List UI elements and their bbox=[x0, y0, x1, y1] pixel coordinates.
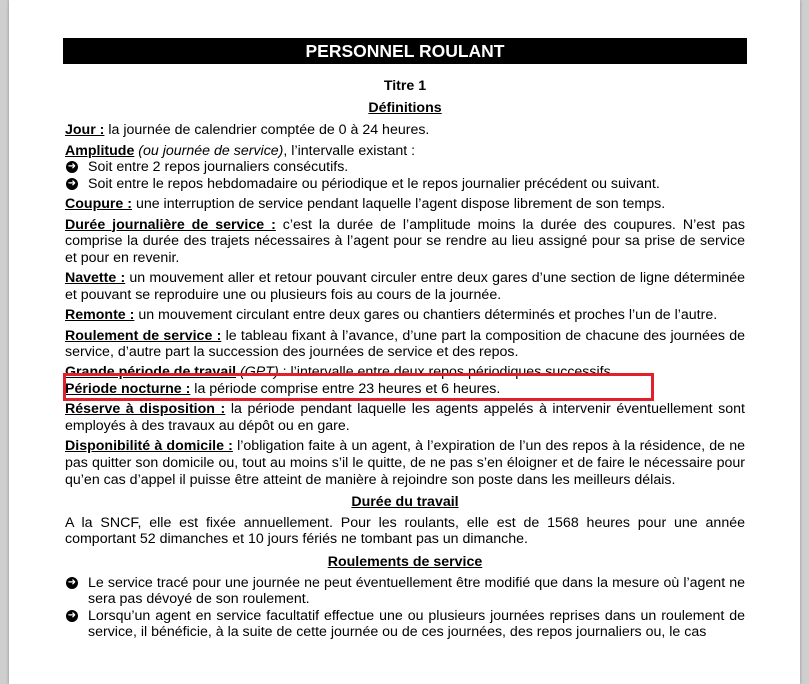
bullet-text: Lorsqu’un agent en service facultatif effectue une ou plusieurs journées reprises dans un roulement de service, il bénéficie, à la suite de cette journée ou de ces journées, des repos journaliers ou, le cas bbox=[88, 607, 745, 641]
def-paren: (ou journée de service) bbox=[134, 142, 284, 159]
def-term: Roulement de service : bbox=[65, 327, 222, 344]
document-page bbox=[9, 0, 800, 684]
def-term: Navette : bbox=[65, 270, 126, 287]
arrow-bullet-icon: ➜ bbox=[67, 161, 77, 173]
def-text: c’est la durée de l’amplitude moins la durée des coupures. N’est pas comprise la durée des trajets nécessaires à l’agent pour se rendre au lieu assigné pour sa prise de service et pour en revenir. bbox=[65, 216, 745, 266]
def-remonte bbox=[65, 307, 745, 324]
arrow-bullet-icon: ➜ bbox=[67, 177, 77, 189]
def-paren: (GPT) bbox=[236, 364, 279, 381]
def-coupure bbox=[65, 196, 745, 213]
def-text: , l’intervalle existant : bbox=[283, 142, 416, 159]
arrow-bullet-icon: ➜ bbox=[67, 609, 77, 621]
def-text: la période pendant laquelle les agents appelés à intervenir éventuellement sont employés à des travaux au dépôt ou en gare. bbox=[65, 401, 745, 435]
def-text: un mouvement aller et retour pouvant circuler entre deux gares d’une section de ligne déterminée et pouvant se reproduire une ou plusieurs fois au cours de la journée. bbox=[65, 270, 745, 303]
definitions-heading: Définitions bbox=[368, 99, 442, 116]
def-reserve bbox=[65, 401, 745, 434]
def-text: : l’intervalle entre deux repos périodiques successifs. bbox=[278, 364, 615, 381]
def-gpt bbox=[65, 364, 745, 381]
def-disponibilite bbox=[65, 438, 745, 488]
def-term: Réserve à disposition : bbox=[65, 401, 226, 418]
def-term: Disponibilité à domicile : bbox=[65, 438, 233, 455]
def-text: un mouvement circulant entre deux gares ou chantiers déterminés et proches l’un de l’autre. bbox=[134, 307, 718, 324]
def-text: une interruption de service pendant laquelle l’agent dispose librement de son temps. bbox=[132, 196, 666, 213]
def-term: Grande période de travail bbox=[65, 364, 237, 381]
def-text: la journée de calendrier comptée de 0 à 24 heures. bbox=[104, 122, 430, 139]
titre-heading: Titre 1 bbox=[383, 78, 427, 94]
document-content bbox=[65, 78, 745, 641]
def-text: la période comprise entre 23 heures et 6 heures. bbox=[190, 381, 501, 398]
def-term: Amplitude bbox=[65, 142, 135, 159]
def-text: le tableau fixant à l’avance, d’une part la composition de chacune des journées de service, d’autre part la succession des journées de service et des repos. bbox=[65, 327, 745, 361]
def-duree-journaliere bbox=[65, 217, 745, 267]
list-item bbox=[65, 176, 745, 193]
banner-title: PERSONNEL ROULANT bbox=[63, 38, 747, 64]
bullet-text: Le service tracé pour une journée ne peut éventuellement être modifié que dans la mesure où l’agent ne sera pas dévoyé de son roulement. bbox=[88, 574, 745, 608]
def-jour bbox=[65, 122, 745, 139]
def-navette bbox=[65, 270, 745, 303]
list-item bbox=[65, 608, 745, 641]
def-text: l’obligation faite à un agent, à l’expiration de l’un des repos à la résidence, de ne pas quitter son domicile ou, tout au moins s’il le quitte, de ne pas s’en éloigner et de faire le nécessaire pour qu’en cas d’appel il puisse être atteint de manière à rejoindre son poste dans les meilleurs délais. bbox=[65, 438, 746, 488]
def-term: Remonte : bbox=[65, 307, 135, 324]
arrow-bullet-icon: ➜ bbox=[67, 576, 77, 588]
list-item bbox=[65, 159, 745, 176]
duree-heading: Durée du travail bbox=[351, 494, 459, 511]
bullet-text: Soit entre le repos hebdomadaire ou périodique et le repos journalier précédent ou suivant. bbox=[88, 175, 660, 192]
duree-paragraph: A la SNCF, elle est fixée annuellement. Pour les roulants, elle est de 1568 heures pour une année comportant 52 dimanches et 10 jours fériés ne tombant pas un dimanche. bbox=[65, 514, 745, 548]
def-roulement bbox=[65, 328, 745, 361]
def-amplitude bbox=[65, 143, 745, 160]
def-periode-nocturne bbox=[65, 381, 745, 398]
roulements-heading: Roulements de service bbox=[327, 554, 483, 571]
def-term: Période nocturne : bbox=[65, 381, 191, 398]
def-term: Jour : bbox=[65, 122, 105, 139]
def-term: Durée journalière de service : bbox=[65, 216, 276, 233]
list-item bbox=[65, 575, 745, 608]
def-term: Coupure : bbox=[65, 196, 132, 213]
bullet-text: Soit entre 2 repos journaliers consécutifs. bbox=[88, 159, 349, 176]
